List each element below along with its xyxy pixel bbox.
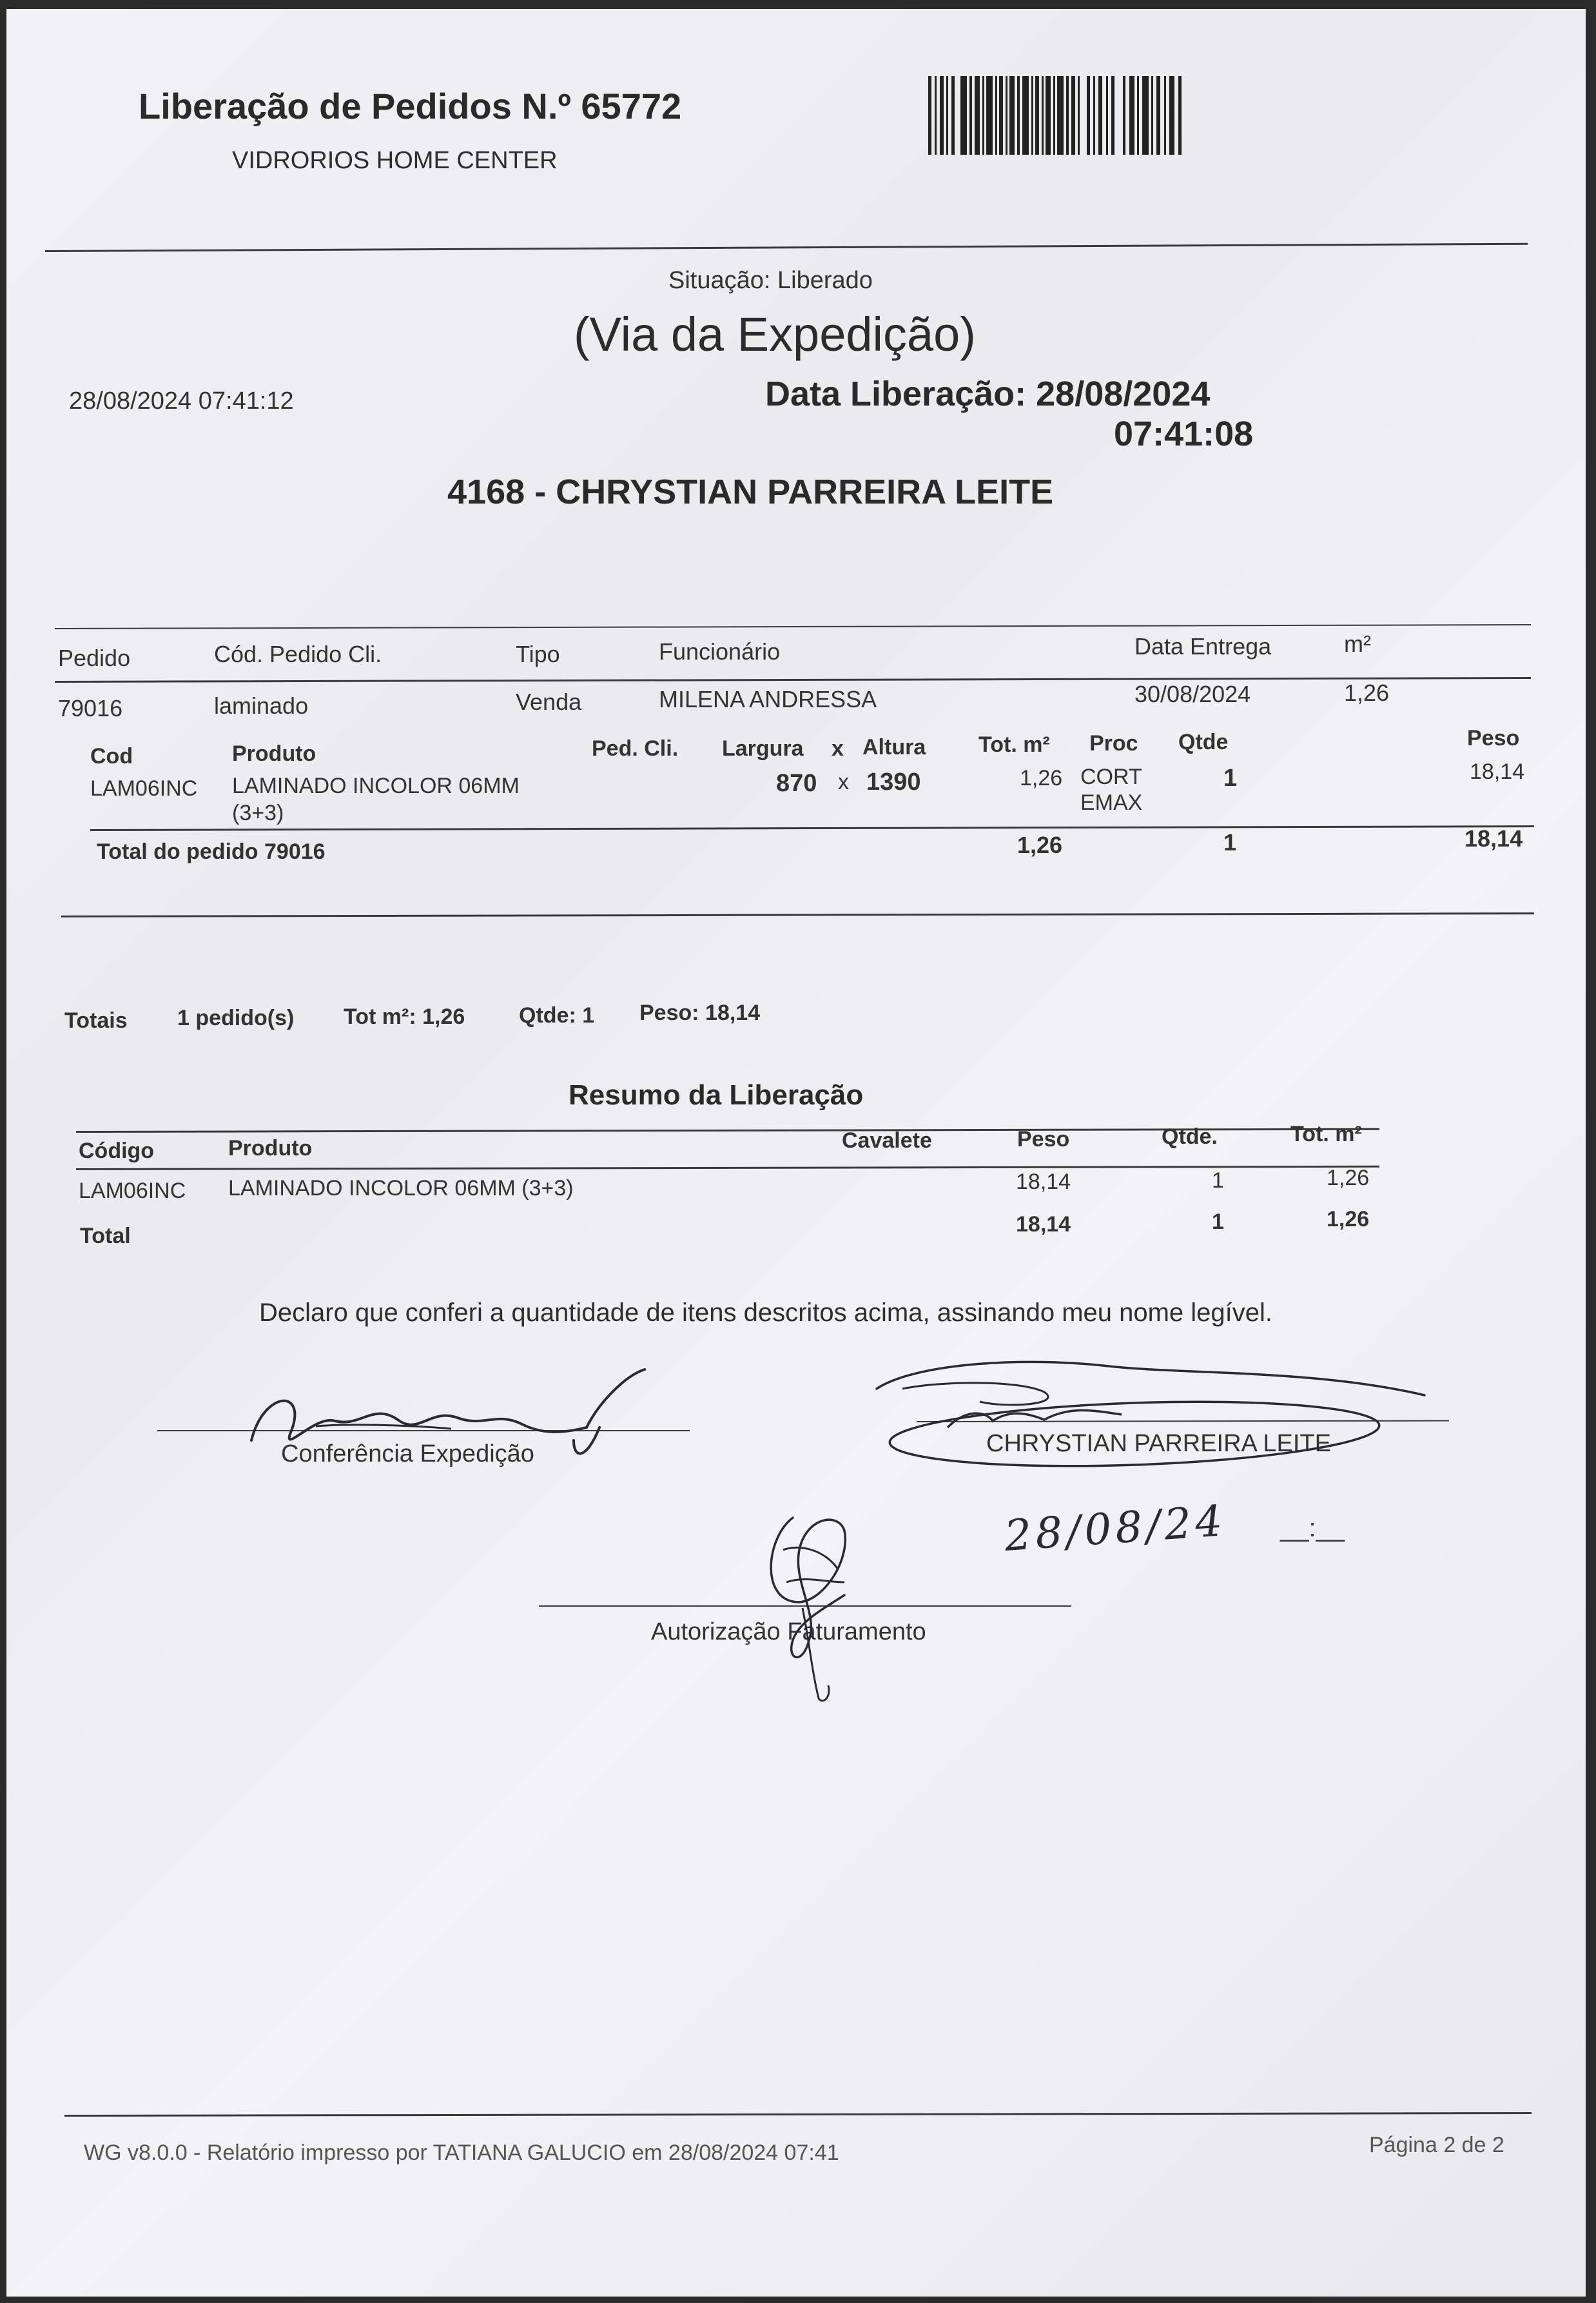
order-table-top-line: [55, 624, 1531, 629]
totais-pedidos: 1 pedido(s): [177, 1006, 295, 1030]
item-header-altura: Altura: [862, 735, 926, 760]
autorizacao-label: Autorização Faturamento: [651, 1618, 926, 1645]
resumo-codigo: LAM06INC: [79, 1179, 186, 1203]
footer-report-info: WG v8.0.0 - Relatório impresso por TATIANA GALUCIO em 28/08/2024 07:41: [84, 2141, 839, 2165]
handwritten-date: 28/08/24: [1002, 1496, 1228, 1561]
conferencia-label: Conferência Expedição: [281, 1440, 534, 1467]
resumo-header-codigo: Código: [79, 1139, 155, 1163]
status-text: Situação: Liberado: [668, 267, 873, 294]
totais-qtde: Qtde: 1: [519, 1003, 595, 1028]
document-title: Liberação de Pedidos N.º 65772: [139, 86, 682, 126]
footer-page-number: Página 2 de 2: [1369, 2133, 1504, 2157]
item-header-tot-m2: Tot. m²: [978, 732, 1050, 757]
item-proc-line2: EMAX: [1080, 790, 1143, 815]
totais-label: Totais: [64, 1008, 128, 1033]
item-peso: 18,14: [1470, 760, 1525, 784]
item-produto-line1: LAMINADO INCOLOR 06MM: [232, 774, 520, 798]
resumo-total-peso: 18,14: [1016, 1212, 1071, 1237]
items-total-label: Total do pedido 79016: [97, 839, 326, 864]
item-proc-line1: CORT: [1080, 765, 1142, 789]
totais-peso: Peso: 18,14: [639, 1001, 761, 1025]
item-cod: LAM06INC: [90, 776, 198, 801]
cliente-signature-drawing: [864, 1344, 1444, 1473]
header-pedido: Pedido: [58, 645, 131, 671]
item-header-ped-cli: Ped. Cli.: [592, 736, 679, 761]
items-total-qtde: 1: [1223, 829, 1237, 856]
release-date: Data Liberação: 28/08/2024: [765, 375, 1211, 413]
items-total-line: [90, 825, 1534, 831]
resumo-header-tot-m2: Tot. m²: [1290, 1122, 1362, 1146]
resumo-total-qtde: 1: [1212, 1210, 1224, 1234]
item-header-x: x: [832, 736, 844, 761]
header-tipo: Tipo: [516, 641, 560, 667]
item-altura: 1390: [866, 769, 921, 796]
order-pedido: 79016: [58, 695, 123, 721]
items-total-peso: 18,14: [1465, 825, 1523, 852]
item-header-produto: Produto: [232, 741, 316, 766]
item-qtde: 1: [1223, 765, 1238, 792]
item-header-peso: Peso: [1467, 726, 1520, 750]
order-data-entrega: 30/08/2024: [1134, 681, 1251, 707]
order-tipo: Venda: [516, 689, 582, 715]
item-header-largura: Largura: [722, 736, 804, 761]
resumo-peso: 18,14: [1016, 1170, 1071, 1194]
copy-type-title: (Via da Expedição): [574, 308, 976, 361]
resumo-tot-m2: 1,26: [1327, 1166, 1370, 1190]
cliente-signature-label: CHRYSTIAN PARREIRA LEITE: [986, 1430, 1331, 1457]
order-m2: 1,26: [1344, 680, 1390, 706]
resumo-header-peso: Peso: [1017, 1127, 1070, 1152]
header-funcionario: Funcionário: [659, 638, 781, 665]
totais-tot-m2: Tot m²: 1,26: [344, 1004, 465, 1029]
print-datetime: 28/08/2024 07:41:12: [69, 387, 294, 415]
item-produto-line2: (3+3): [232, 801, 284, 825]
barcode-image: [928, 76, 1186, 155]
item-largura: 870: [776, 770, 817, 797]
header-divider: [45, 243, 1528, 252]
order-block-bottom-line: [61, 912, 1534, 917]
resumo-total-label: Total: [80, 1224, 131, 1248]
item-header-qtde: Qtde: [1178, 730, 1229, 754]
resumo-header-produto: Produto: [228, 1136, 313, 1161]
resumo-header-line: [76, 1166, 1379, 1170]
order-table-header-line: [55, 677, 1531, 683]
resumo-qtde: 1: [1212, 1168, 1224, 1193]
resumo-header-cavalete: Cavalete: [842, 1128, 932, 1153]
autorizacao-signature-drawing: [748, 1511, 870, 1705]
resumo-title: Resumo da Liberação: [569, 1079, 864, 1111]
order-funcionario: MILENA ANDRESSA: [659, 686, 877, 712]
header-data-entrega: Data Entrega: [1134, 633, 1272, 660]
items-total-tot-m2: 1,26: [1017, 832, 1063, 858]
resumo-produto: LAMINADO INCOLOR 06MM (3+3): [228, 1176, 574, 1200]
release-time: 07:41:08: [1114, 415, 1254, 453]
document-page: [6, 9, 1586, 2297]
item-x: x: [838, 770, 849, 794]
resumo-total-tot-m2: 1,26: [1327, 1207, 1370, 1231]
item-tot-m2: 1,26: [1020, 766, 1063, 790]
company-name: VIDRORIOS HOME CENTER: [232, 147, 558, 174]
header-cod-pedido-cli: Cód. Pedido Cli.: [214, 641, 382, 667]
item-header-proc: Proc: [1089, 731, 1138, 756]
conferencia-signature-drawing: [238, 1363, 664, 1466]
resumo-header-qtde: Qtde.: [1162, 1124, 1218, 1149]
client-name: 4168 - CHRYSTIAN PARREIRA LEITE: [447, 473, 1054, 511]
time-blank: __:__: [1280, 1514, 1345, 1542]
order-cod-pedido-cli: laminado: [214, 692, 309, 719]
declaration-text: Declaro que conferi a quantidade de itens descritos acima, assinando meu nome legível.: [259, 1298, 1273, 1327]
item-header-cod: Cod: [90, 744, 133, 769]
header-m2: m²: [1344, 631, 1371, 657]
footer-divider: [64, 2112, 1532, 2117]
